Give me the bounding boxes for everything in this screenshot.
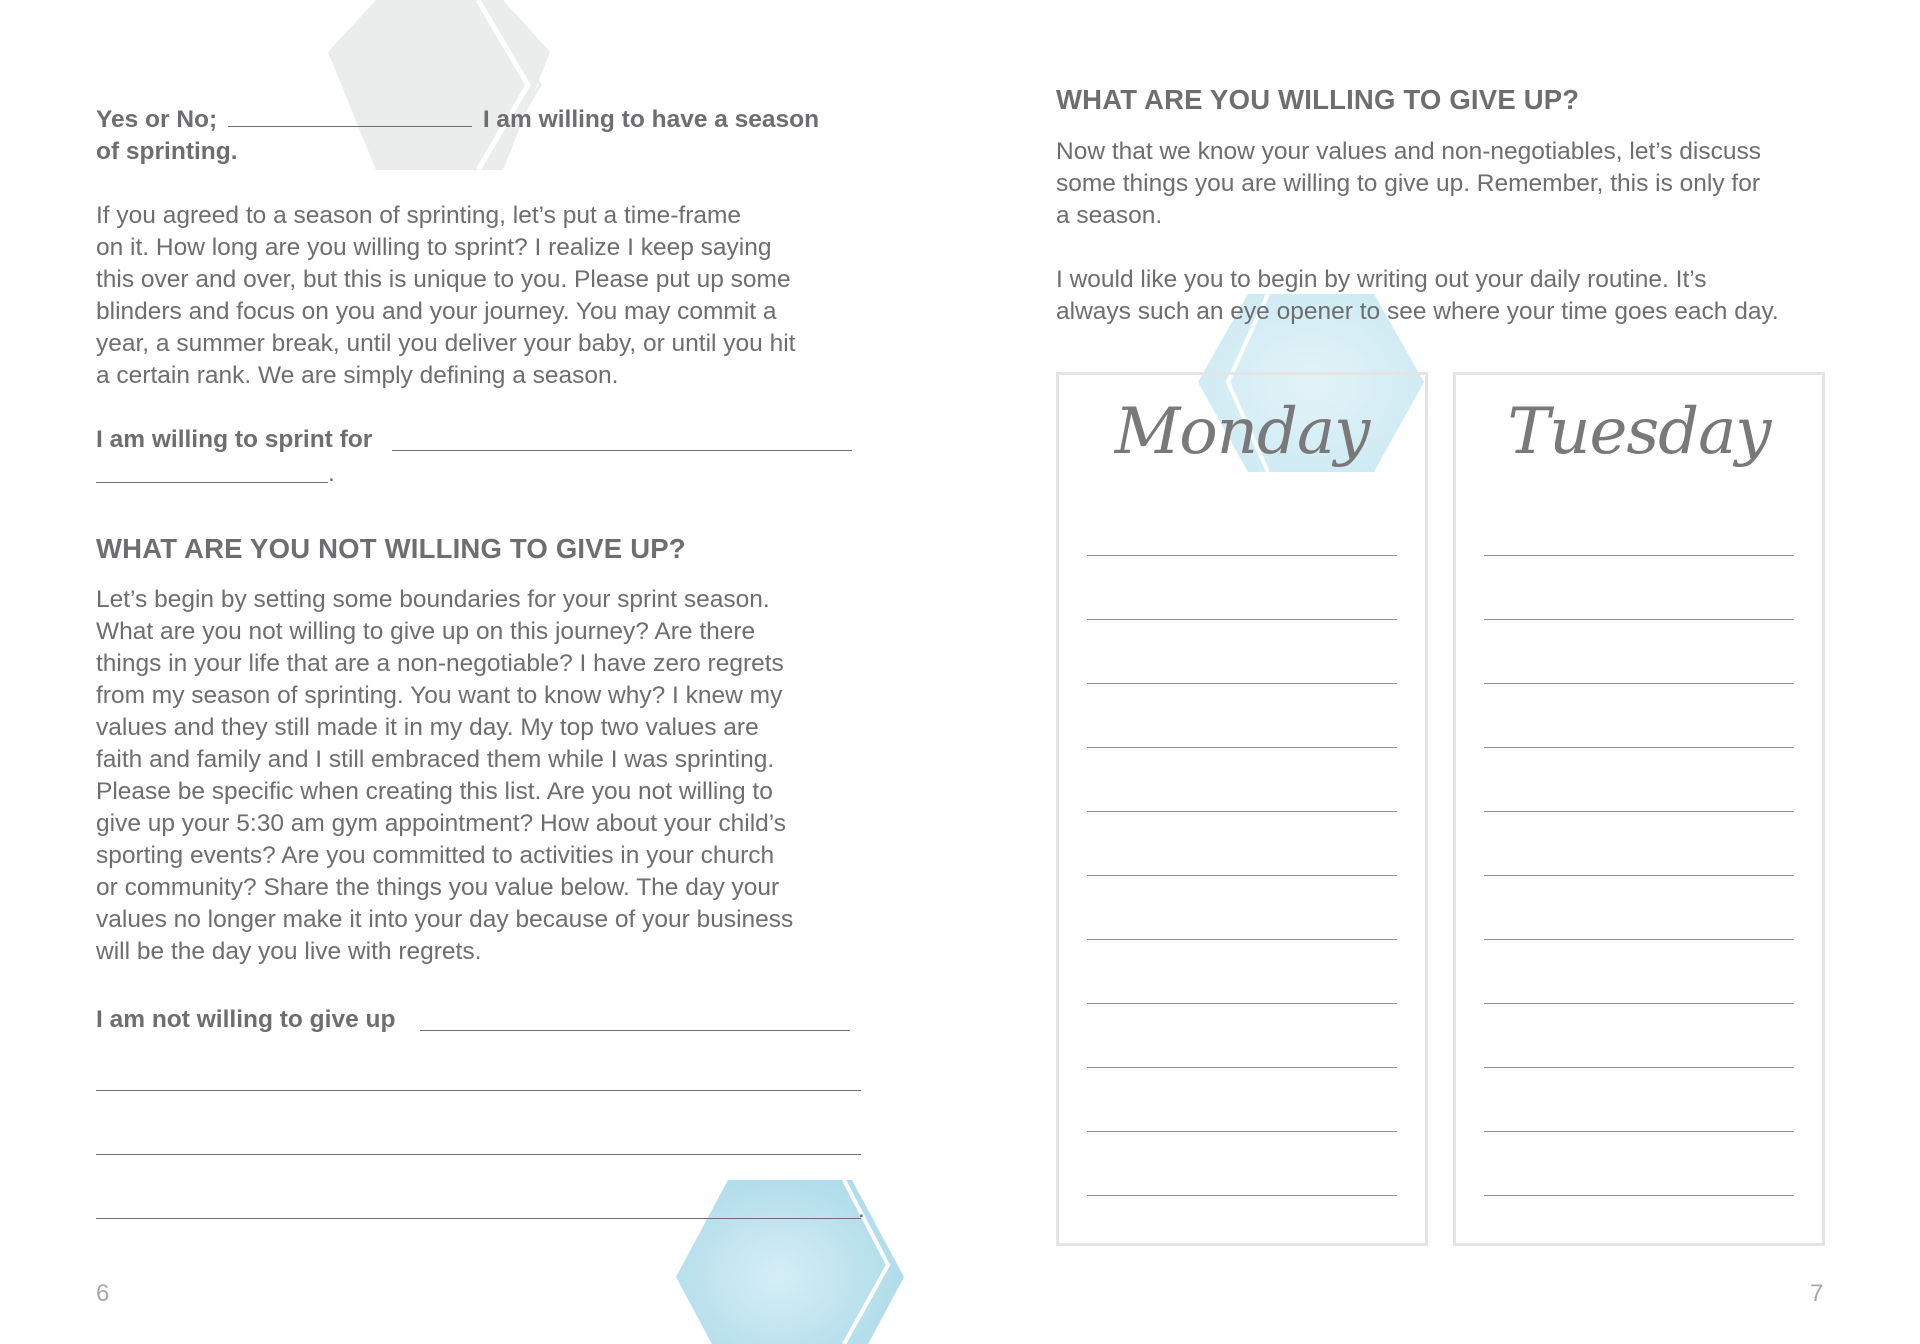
day-line[interactable] <box>1484 555 1794 556</box>
not-give-up-label: I am not willing to give up <box>96 1006 396 1033</box>
not-give-up-blank-2[interactable] <box>96 1090 861 1091</box>
paragraph-line: this over and over, but this is unique to you. Please put up some <box>96 266 791 293</box>
paragraph-line: Please be specific when creating this list. Are you not willing to <box>96 778 773 805</box>
paragraph-line: year, a summer break, until you deliver your baby, or until you hit <box>96 330 796 357</box>
yes-no-blank[interactable] <box>228 104 472 127</box>
day-line[interactable] <box>1087 619 1397 620</box>
values-paragraph <box>1056 136 1846 232</box>
not-give-up-blank-4[interactable] <box>96 1218 861 1219</box>
yes-no-prefix: Yes or No; <box>96 106 218 133</box>
paragraph-line: values and they still made it in my day. My top two values are <box>96 714 759 741</box>
day-line[interactable] <box>1484 683 1794 684</box>
paragraph-line: What are you not willing to give up on this journey? Are there <box>96 618 756 645</box>
timeframe-paragraph <box>96 200 876 392</box>
paragraph-line: things in your life that are a non-negotiable? I have zero regrets <box>96 650 784 677</box>
paragraph-line: values no longer make it into your day because of your business <box>96 906 794 933</box>
paragraph-line: a certain rank. We are simply defining a season. <box>96 362 619 389</box>
blue-hexagon-decoration <box>676 1180 912 1344</box>
day-line[interactable] <box>1484 1067 1794 1068</box>
day-line[interactable] <box>1087 1067 1397 1068</box>
heading-willing: WHAT ARE YOU WILLING TO GIVE UP? <box>1056 84 1580 115</box>
sprint-for-blank-2[interactable] <box>96 482 328 483</box>
not-give-up-blank-3[interactable] <box>96 1154 861 1155</box>
page-number: 7 <box>1810 1280 1824 1307</box>
paragraph-line: will be the day you live with regrets. <box>96 938 482 965</box>
paragraph-line: on it. How long are you willing to sprint? I realize I keep saying <box>96 234 772 261</box>
yes-no-suffix: I am willing to have a season <box>482 106 820 133</box>
day-line[interactable] <box>1484 875 1794 876</box>
day-line[interactable] <box>1484 1195 1794 1196</box>
sprint-for-end: . <box>328 460 335 487</box>
paragraph-line: a season. <box>1056 202 1163 229</box>
day-line[interactable] <box>1087 747 1397 748</box>
sprint-for-blank[interactable] <box>392 450 852 451</box>
final-end: . <box>858 1196 865 1223</box>
yes-no-line2: of sprinting. <box>96 138 238 165</box>
not-give-up-blank[interactable] <box>420 1030 850 1031</box>
routine-paragraph <box>1056 264 1846 328</box>
day-line[interactable] <box>1484 811 1794 812</box>
day-line[interactable] <box>1087 555 1397 556</box>
boundaries-paragraph <box>96 584 876 968</box>
day-line[interactable] <box>1087 939 1397 940</box>
monday-box <box>1056 372 1428 1246</box>
paragraph-line: faith and family and I still embraced them while I was sprinting. <box>96 746 775 773</box>
heading-not-willing: WHAT ARE YOU NOT WILLING TO GIVE UP? <box>96 533 686 564</box>
day-title-monday: Monday <box>1114 395 1370 469</box>
paragraph-line: or community? Share the things you value below. The day your <box>96 874 780 901</box>
day-line[interactable] <box>1087 1195 1397 1196</box>
paragraph-line: some things you are willing to give up. Remember, this is only for <box>1056 170 1761 197</box>
paragraph-line: I would like you to begin by writing out your daily routine. It’s <box>1056 266 1707 293</box>
day-line[interactable] <box>1484 619 1794 620</box>
day-line[interactable] <box>1087 1003 1397 1004</box>
paragraph-line: blinders and focus on you and your journey. You may commit a <box>96 298 777 325</box>
day-line[interactable] <box>1484 939 1794 940</box>
paragraph-line: always such an eye opener to see where your time goes each day. <box>1056 298 1779 325</box>
paragraph-line: sporting events? Are you committed to activities in your church <box>96 842 775 869</box>
paragraph-line: from my season of sprinting. You want to know why? I knew my <box>96 682 783 709</box>
day-title-tuesday: Tuesday <box>1507 395 1771 469</box>
paragraph-line: Let’s begin by setting some boundaries for your sprint season. <box>96 586 770 613</box>
paragraph-line: Now that we know your values and non-negotiables, let’s discuss <box>1056 138 1761 165</box>
day-line[interactable] <box>1087 875 1397 876</box>
yes-no-statement <box>96 104 856 168</box>
day-line[interactable] <box>1484 747 1794 748</box>
paragraph-line: If you agreed to a season of sprinting, let’s put a time-frame <box>96 202 742 229</box>
day-line[interactable] <box>1484 1131 1794 1132</box>
sprint-for-label: I am willing to sprint for <box>96 426 373 453</box>
tuesday-box <box>1453 372 1825 1246</box>
day-line[interactable] <box>1087 811 1397 812</box>
paragraph-line: give up your 5:30 am gym appointment? How about your child’s <box>96 810 787 837</box>
day-line[interactable] <box>1484 1003 1794 1004</box>
right-page <box>960 0 1920 1344</box>
day-line[interactable] <box>1087 1131 1397 1132</box>
page-number: 6 <box>96 1280 110 1307</box>
day-line[interactable] <box>1087 683 1397 684</box>
